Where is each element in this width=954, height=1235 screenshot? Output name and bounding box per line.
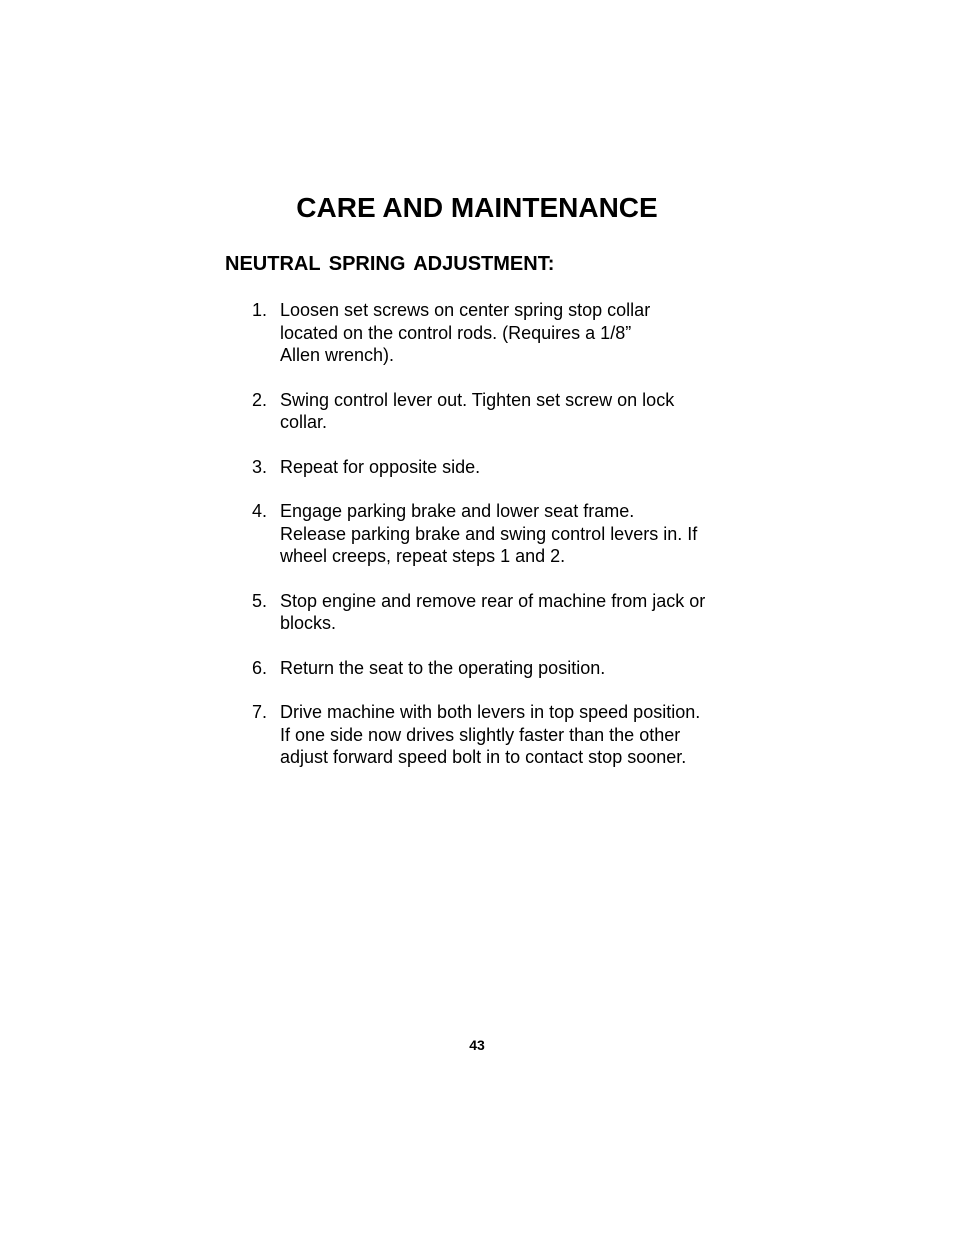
list-item xyxy=(252,590,732,635)
section-heading: NEUTRAL SPRING ADJUSTMENT: xyxy=(225,253,555,275)
step-text: Return the seat to the operating position. xyxy=(280,657,606,678)
list-item xyxy=(252,389,732,434)
step-number: 6. xyxy=(252,657,268,678)
step-text: Swing control lever out. Tighten set screw on lock collar. xyxy=(280,389,675,432)
list-item xyxy=(252,657,732,680)
list-item xyxy=(252,701,732,769)
list-item xyxy=(252,456,732,479)
step-number: 1. xyxy=(252,300,268,320)
page-title: CARE AND MAINTENANCE xyxy=(296,192,658,223)
list-item xyxy=(252,500,732,568)
steps-list xyxy=(252,299,732,791)
step-text: Engage parking brake and lower seat frame. Release parking brake and swing control levers in. If wheel creeps, repeat steps 1 and 2. xyxy=(280,501,698,566)
step-number: 5. xyxy=(252,590,268,611)
page-number: 43 xyxy=(469,1037,485,1053)
step-number: 2. xyxy=(252,389,268,410)
list-item xyxy=(252,299,732,367)
step-text: Drive machine with both levers in top speed position. If one side now drives slightly faster than the other adjust forward speed bolt in to contact stop sooner. xyxy=(280,702,701,767)
step-text: Repeat for opposite side. xyxy=(280,456,481,477)
step-text: Stop engine and remove rear of machine from jack or blocks. xyxy=(280,590,706,633)
step-number: 4. xyxy=(252,501,268,521)
step-number: 7. xyxy=(252,702,268,722)
step-number: 3. xyxy=(252,456,268,477)
step-text: Loosen set screws on center spring stop collar located on the control rods. (Requires a 1/8” Allen wrench). xyxy=(280,300,651,365)
